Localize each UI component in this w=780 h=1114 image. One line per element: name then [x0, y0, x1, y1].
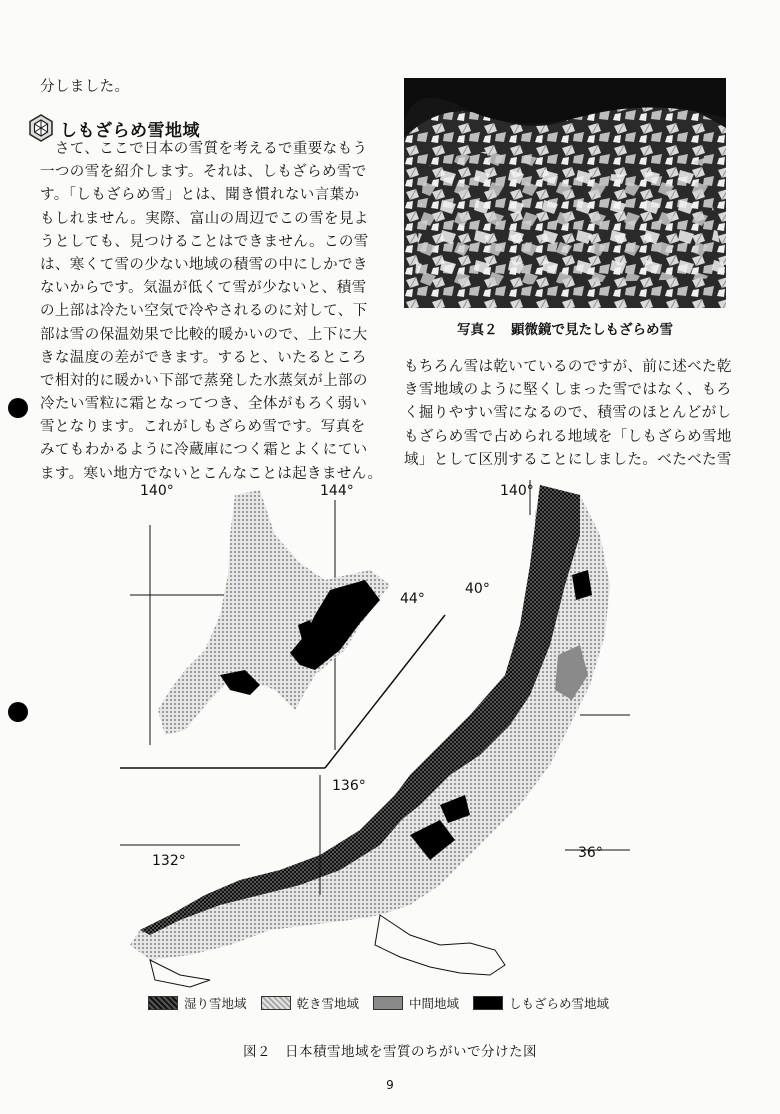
text-line: もしれません。実際、富山の周辺でこの雪を見よ [40, 210, 369, 227]
microscope-photo [404, 78, 726, 308]
text-line: の上部は冷たい空気で冷やされるのに対して、下 [40, 303, 368, 320]
legend-label: 湿り雪地域 [184, 996, 247, 1011]
legend-swatch [473, 996, 503, 1010]
label-lon136: 136° [332, 778, 366, 794]
left-column-text [40, 138, 382, 486]
legend-swatch [261, 996, 291, 1010]
right-column-text [404, 356, 732, 472]
text-line: もちろん雪は乾いているのですが、前に述べた乾 [404, 359, 732, 375]
punch-hole-top [8, 398, 28, 418]
text-line: 一つの雪を紹介します。それは、しもざらめ雪で [40, 164, 367, 181]
legend-label: しもざらめ雪地域 [509, 996, 610, 1011]
text-line: うとしても、見つけることはできません。この雪 [40, 233, 369, 250]
text-line: 冷たい雪粒に霜となってつき、全体がもろく弱い [40, 396, 368, 413]
legend-label: 乾き雪地域 [296, 996, 360, 1011]
intro-line: 分しました。 [40, 79, 130, 95]
text-line: す。「しもざらめ雪」とは、聞き慣れない言葉か [40, 187, 360, 204]
text-line: 部は雪の保温効果で比較的暖かいので、上下に大 [40, 326, 368, 343]
hokkaido-inset [120, 490, 445, 768]
label-lat36: 36° [578, 845, 603, 861]
text-line: もざらめ雪で占められる地域を「しもざらめ雪地 [404, 428, 732, 445]
legend-swatch [148, 996, 178, 1010]
text-line: く掘りやすい雪になるので、積雪のほとんどがし [404, 405, 732, 422]
label-lon132: 132° [152, 853, 186, 869]
label-lat40: 40° [465, 581, 490, 597]
text-line: 域」として区別することにしました。べたべた雪 [404, 451, 732, 468]
label-lat44: 44° [400, 591, 425, 607]
legend-item-wet [148, 994, 247, 1012]
punch-hole-bottom [8, 702, 28, 722]
text-line: き雪地域のように堅くしまった雪ではなく、もろ [404, 382, 732, 399]
legend-swatch [373, 996, 403, 1010]
text-line: みてもわかるように冷蔵庫につく霜とよくにてい [40, 442, 368, 459]
legend-item-intermediate [373, 994, 459, 1012]
snow-quality-map [110, 475, 650, 990]
label-lon140-main: 140° [500, 483, 534, 499]
label-lon140-inset: 140° [140, 483, 174, 499]
label-lon144: 144° [320, 483, 354, 499]
text-line: で相対的に暖かい下部で蒸発した水蒸気が上部の [40, 372, 368, 389]
legend-item-depth-hoar [473, 994, 609, 1012]
page-number: 9 [386, 1078, 394, 1092]
text-line: 雪となります。これがしもざらめ雪です。写真を [40, 419, 366, 436]
text-line: きな温度の差ができます。すると、いたるところ [40, 349, 367, 366]
legend-label: 中間地域 [409, 996, 460, 1011]
map-legend [148, 994, 623, 1012]
text-line: ます。寒い地方でないとこんなことは起きません。 [40, 465, 383, 482]
figure-caption: 図２ 日本積雪地域を雪質のちがいで分けた図 [243, 1044, 537, 1060]
photo-caption: 写真２ 顕微鏡で見たしもざらめ雪 [457, 322, 673, 338]
text-line: さて、ここで日本の雪質を考えるで重要なもう [40, 141, 368, 157]
legend-item-dry [261, 994, 360, 1012]
text-line: は、寒くて雪の少ない地域の積雪の中にしかでき [40, 256, 368, 273]
text-line: ないからです。気温が低くて雪が少ないと、積雪 [40, 280, 367, 297]
section-title: しもざらめ雪地域 [60, 120, 200, 141]
